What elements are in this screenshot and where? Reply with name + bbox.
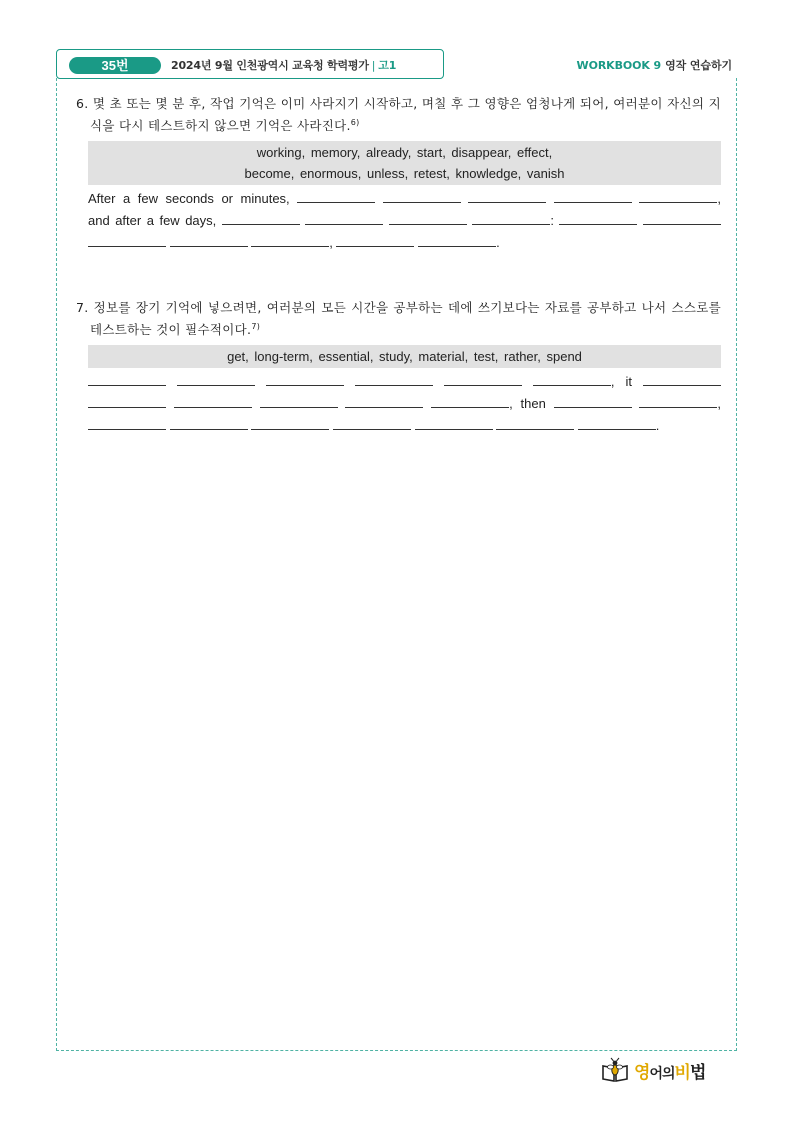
answer-blank[interactable]: [88, 417, 166, 430]
hint-box: [88, 141, 721, 185]
answer-blank[interactable]: [170, 234, 248, 247]
answer-blank[interactable]: [639, 395, 717, 408]
workbook-number: WORKBOOK 9: [576, 59, 662, 72]
question-prompt: [76, 93, 721, 137]
answer-line: , it: [88, 371, 721, 393]
answer-line: .: [88, 415, 721, 437]
answer-blank[interactable]: [266, 373, 344, 386]
exam-title: [171, 58, 396, 73]
answer-blank[interactable]: [222, 212, 300, 225]
answer-prefix: and after a few days,: [88, 213, 217, 228]
answer-blank[interactable]: [174, 395, 252, 408]
answer-blank[interactable]: [496, 417, 574, 430]
answer-blank[interactable]: [355, 373, 433, 386]
answer-blank[interactable]: [578, 417, 656, 430]
answer-blank[interactable]: [88, 234, 166, 247]
answer-blank[interactable]: [468, 190, 546, 203]
answer-blank[interactable]: [345, 395, 423, 408]
answer-word: it: [625, 374, 633, 389]
question-number-badge: 35번: [69, 57, 161, 74]
logo-part: 영: [634, 1063, 650, 1083]
answer-blank[interactable]: [170, 417, 248, 430]
answer-blank[interactable]: [431, 395, 509, 408]
answer-line: , .: [88, 232, 721, 254]
answer-area: [88, 368, 721, 437]
answer-line: After a few seconds or minutes, ,: [88, 191, 721, 206]
answer-blank[interactable]: [643, 373, 721, 386]
footnote-marker: 7): [251, 321, 261, 331]
answer-blank[interactable]: [260, 395, 338, 408]
answer-area: [88, 185, 721, 254]
answer-blank[interactable]: [88, 373, 166, 386]
footnote-marker: 6): [350, 117, 360, 127]
logo-part: 법: [689, 1063, 706, 1083]
hint-line: working, memory, already, start, disappear, effect,: [256, 145, 553, 160]
hint-line: become, enormous, unless, retest, knowledge, vanish: [244, 166, 565, 181]
answer-blank[interactable]: [554, 395, 632, 408]
answer-blank[interactable]: [88, 395, 166, 408]
answer-blank[interactable]: [639, 190, 717, 203]
bee-book-icon: [600, 1057, 630, 1083]
exam-header-box: [56, 49, 444, 79]
answer-blank[interactable]: [415, 417, 493, 430]
answer-line: , then ,: [88, 393, 721, 415]
answer-blank[interactable]: [559, 212, 637, 225]
question-prompt: [76, 297, 721, 341]
answer-blank[interactable]: [297, 190, 375, 203]
answer-blank[interactable]: [251, 234, 329, 247]
logo-part: 비: [674, 1063, 690, 1083]
answer-blank[interactable]: [251, 417, 329, 430]
workbook-mode: 영작 연습하기: [665, 59, 732, 72]
answer-blank[interactable]: [472, 212, 550, 225]
answer-blank[interactable]: [383, 190, 461, 203]
answer-blank[interactable]: [418, 234, 496, 247]
exam-grade: 고1: [378, 59, 397, 72]
answer-blank[interactable]: [389, 212, 467, 225]
question-text: 몇 초 또는 몇 분 후, 작업 기억은 이미 사라지기 시작하고, 며칠 후 그 영향은 엄청나게 되어, 여러분이 자신의 지식을 다시 테스트하지 않으면 기억은 사라진다.: [90, 96, 722, 133]
logo-text: [634, 1058, 705, 1083]
logo-part: 어의: [649, 1066, 675, 1082]
question-6: [76, 93, 721, 254]
exam-separator: |: [371, 59, 376, 72]
answer-line: and after a few days, :: [88, 210, 721, 232]
answer-blank[interactable]: [444, 373, 522, 386]
answer-blank[interactable]: [554, 190, 632, 203]
workbook-title: [577, 57, 732, 73]
answer-prefix: After a few seconds or minutes,: [88, 191, 290, 206]
answer-blank[interactable]: [336, 234, 414, 247]
answer-blank[interactable]: [333, 417, 411, 430]
answer-blank[interactable]: [643, 212, 721, 225]
hint-line: get, long-term, essential, study, material, test, rather, spend: [227, 349, 582, 364]
question-7: [76, 297, 721, 437]
answer-blank[interactable]: [533, 373, 611, 386]
question-text: 정보를 장기 기억에 넣으려면, 여러분의 모든 시간을 공부하는 데에 쓰기보다는 자료를 공부하고 나서 스스로를 테스트하는 것이 필수적이다.: [90, 300, 721, 337]
answer-blank[interactable]: [177, 373, 255, 386]
question-number: 6.: [76, 96, 89, 111]
exam-name: 2024년 9월 인천광역시 교육청 학력평가: [171, 59, 369, 72]
hint-box: [88, 345, 721, 368]
question-number: 7.: [76, 300, 89, 315]
answer-word: then: [520, 396, 546, 411]
answer-blank[interactable]: [305, 212, 383, 225]
